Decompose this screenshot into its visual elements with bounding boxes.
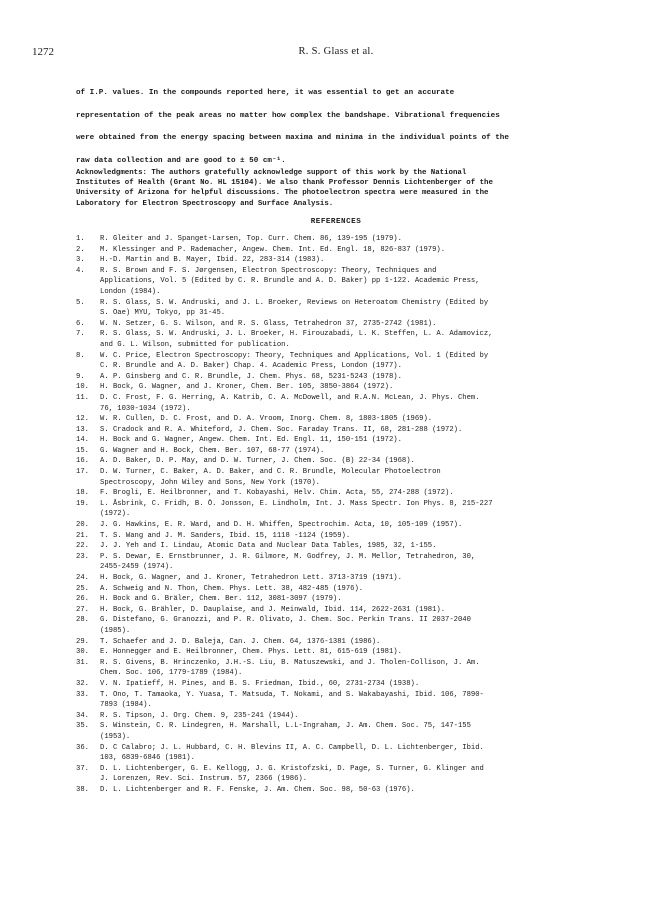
reference-text (100, 690, 636, 711)
reference-number: 9. (76, 372, 85, 381)
reference-line: L. Åsbrink, C. Fridh, B. Ö. Jonsson, E. Lindholm, Int. J. Mass Spectr. Ion Phys. 8, 215-227 (100, 499, 493, 508)
reference-number: 4. (76, 266, 85, 275)
reference-line: E. Honnegger and E. Heilbronner, Chem. Phys. Lett. 81, 615-619 (1981). (100, 648, 402, 657)
reference-line: T. S. Wang and J. M. Sanders, Ibid. 15, 1118 -1124 (1959). (100, 531, 351, 540)
running-head: R. S. Glass et al. (298, 46, 374, 57)
ack-line: Acknowledgments: The authors gratefully acknowledge support of this work by the National (76, 169, 467, 177)
reference-number: 23. (76, 552, 89, 561)
reference-text (100, 721, 636, 742)
reference-item (76, 743, 636, 764)
reference-text (100, 605, 636, 616)
page-header (0, 46, 672, 62)
reference-line: D. W. Turner, C. Baker, A. D. Baker, and C. R. Brundle, Molecular Photoelectron (100, 468, 441, 477)
reference-number: 2. (76, 245, 85, 254)
reference-text (100, 743, 636, 764)
intro-line: were obtained from the energy spacing between maxima and minima in the individual points of the (76, 134, 509, 142)
reference-item (76, 584, 636, 595)
reference-number: 30. (76, 648, 89, 657)
reference-item (76, 435, 636, 446)
reference-line: M. Klessinger and P. Rademacher, Angew. Chem. Int. Ed. Engl. 18, 826-837 (1979). (100, 245, 446, 254)
reference-text (100, 382, 636, 393)
reference-line: A. Schweig and N. Thon, Chem. Phys. Lett. 38, 482-485 (1976). (100, 584, 364, 593)
references-list (76, 234, 636, 795)
reference-line: R. S. Brown and F. S. Jørgensen, Electron Spectroscopy: Theory, Techniques and (100, 266, 437, 275)
reference-line: P. S. Dewar, E. Ernstbrunner, J. R. Gilmore, M. Godfrey, J. M. Mellor, Tetrahedron, 30, (100, 552, 476, 561)
reference-line: H. Bock, G. Wagner, and J. Kroner, Chem. Ber. 105, 3850-3864 (1972). (100, 383, 394, 392)
reference-item (76, 594, 636, 605)
reference-text (100, 266, 636, 298)
reference-line: C. R. Brundle and A. D. Baker) Chap. 4. Academic Press, London (1977). (100, 362, 402, 371)
reference-line: 2455-2459 (1974). (100, 563, 174, 572)
reference-number: 38. (76, 785, 89, 794)
reference-number: 31. (76, 658, 89, 667)
reference-number: 20. (76, 521, 89, 530)
reference-number: 22. (76, 542, 89, 551)
reference-item (76, 721, 636, 742)
reference-item (76, 393, 636, 414)
reference-text (100, 425, 636, 436)
reference-number: 18. (76, 489, 89, 498)
reference-item (76, 573, 636, 584)
reference-text (100, 573, 636, 584)
reference-text (100, 552, 636, 573)
reference-text (100, 584, 636, 595)
reference-line: D. L. Lichtenberger and R. F. Fenske, J. Am. Chem. Soc. 98, 50-63 (1976). (100, 785, 415, 794)
reference-item (76, 351, 636, 372)
reference-line: Applications, Vol. 5 (Edited by C. R. Brundle and A. D. Baker) pp 1-122. Academic Press, (100, 277, 480, 286)
reference-item (76, 605, 636, 616)
reference-item (76, 541, 636, 552)
reference-item (76, 425, 636, 436)
reference-item (76, 615, 636, 636)
reference-item (76, 679, 636, 690)
reference-item (76, 446, 636, 457)
reference-item (76, 658, 636, 679)
reference-line: D. C Calabro; J. L. Hubbard, C. H. Blevins II, A. C. Campbell, D. L. Lichtenberger, Ibid. (100, 743, 484, 752)
reference-item (76, 372, 636, 383)
reference-line: S. Winstein, C. R. Lindegren, H. Marshall, L.L-Ingraham, J. Am. Chem. Soc. 75, 147-155 (100, 722, 471, 731)
reference-number: 12. (76, 415, 89, 424)
reference-number: 15. (76, 446, 89, 455)
reference-number: 21. (76, 531, 89, 540)
reference-text (100, 298, 636, 319)
reference-number: 35. (76, 722, 89, 731)
reference-item (76, 499, 636, 520)
reference-text (100, 372, 636, 383)
reference-line: T. Schaefer and J. D. Baleja, Can. J. Chem. 64, 1376-1381 (1986). (100, 637, 381, 646)
reference-item (76, 711, 636, 722)
page-number: 1272 (32, 46, 54, 58)
reference-text (100, 446, 636, 457)
reference-line: 7893 (1984). (100, 701, 152, 710)
reference-text (100, 711, 636, 722)
reference-number: 27. (76, 605, 89, 614)
reference-text (100, 245, 636, 256)
acknowledgments-paragraph (76, 168, 616, 209)
reference-number: 33. (76, 690, 89, 699)
reference-text (100, 531, 636, 542)
reference-line: A. D. Baker, D. P. May, and D. W. Turner, J. Chem. Soc. (B) 22-34 (1968). (100, 457, 415, 466)
reference-item (76, 234, 636, 245)
reference-line: J. G. Hawkins, E. R. Ward, and D. H. Whiffen, Spectrochim. Acta, 10, 105-109 (1957). (100, 521, 463, 530)
reference-number: 11. (76, 393, 89, 402)
reference-number: 25. (76, 584, 89, 593)
reference-text (100, 319, 636, 330)
reference-line: (1953). (100, 732, 131, 741)
reference-line: W. N. Setzer, G. S. Wilson, and R. S. Glass, Tetrahedron 37, 2735-2742 (1981). (100, 319, 437, 328)
reference-line: R. Gleiter and J. Spanget-Larsen, Top. Curr. Chem. 86, 139-195 (1979). (100, 235, 402, 243)
reference-line: R. S. Glass, S. W. Andruski, J. L. Broeker, H. Firouzabadi, L. K. Steffen, L. A. Adamovicz, (100, 330, 493, 339)
reference-line: G. Wagner and H. Bock, Chem. Ber. 107, 68-77 (1974). (100, 446, 325, 455)
reference-number: 28. (76, 616, 89, 625)
intro-line: representation of the peak areas no matter how complex the bandshape. Vibrational frequencies (76, 111, 500, 120)
reference-line: 103, 6839-6846 (1981). (100, 754, 195, 763)
reference-text (100, 764, 636, 785)
reference-line: Chem. Soc. 106, 1779-1789 (1984). (100, 669, 243, 678)
reference-line: H. Bock, G. Wagner, and J. Kroner, Tetrahedron Lett. 3713-3719 (1971). (100, 574, 402, 582)
reference-line: W. C. Price, Electron Spectroscopy: Theory, Techniques and Applications, Vol. 1 (Edited by (100, 351, 489, 360)
reference-item (76, 488, 636, 499)
reference-number: 36. (76, 743, 89, 752)
reference-item (76, 637, 636, 648)
reference-line: London (1984). (100, 287, 161, 296)
reference-number: 5. (76, 298, 85, 307)
reference-item (76, 520, 636, 531)
reference-line: D. L. Lichtenberger, G. E. Kellogg, J. G. Kristofzski, D. Page, S. Turner, G. Klinger and (100, 764, 484, 773)
reference-number: 1. (76, 235, 85, 243)
reference-item (76, 382, 636, 393)
reference-line: S. Oae) MYU, Tokyo, pp 31-45. (100, 309, 226, 318)
reference-item (76, 690, 636, 711)
reference-text (100, 456, 636, 467)
reference-item (76, 266, 636, 298)
reference-text (100, 520, 636, 531)
references-heading: REFERENCES (310, 218, 362, 226)
ack-line: Institutes of Health (Grant No. HL 15104). We also thank Professor Dennis Lichtenberger of the (76, 179, 493, 188)
reference-item (76, 245, 636, 256)
reference-number: 3. (76, 256, 85, 265)
reference-number: 32. (76, 679, 89, 688)
reference-item (76, 414, 636, 425)
reference-line: T. Ono, T. Tamaoka, Y. Yuasa, T. Matsuda, T. Nokami, and S. Wakabayashi, Ibid. 106, 7890- (100, 690, 484, 699)
intro-line: raw data collection and are good to ± 50 cm⁻¹. (76, 156, 286, 165)
reference-line: A. P. Ginsberg and C. R. Brundle, J. Chem. Phys. 68, 5231-5243 (1978). (100, 372, 402, 381)
reference-line: R. S. Glass, S. W. Andruski, and J. L. Broeker, Reviews on Heteroatom Chemistry (Edited by (100, 298, 489, 307)
reference-text (100, 255, 636, 266)
reference-item (76, 647, 636, 658)
reference-text (100, 467, 636, 488)
reference-number: 29. (76, 637, 89, 646)
reference-item (76, 298, 636, 319)
reference-line: R. S. Givens, B. Hrinczenko, J.H.-S. Liu, B. Matuszewski, and J. Tholen-Collison, J. Am. (100, 658, 480, 667)
reference-line: W. R. Cullen, D. C. Frost, and D. A. Vroom, Inorg. Chem. 8, 1803-1805 (1969). (100, 415, 433, 424)
reference-text (100, 414, 636, 425)
reference-line: F. Brogli, E. Heilbronner, and T. Kobayashi, Helv. Chim. Acta, 55, 274-288 (1972). (100, 489, 454, 498)
reference-item (76, 255, 636, 266)
reference-item (76, 456, 636, 467)
reference-line: Spectroscopy, John Wiley and Sons, New York (1970). (100, 478, 320, 487)
reference-text (100, 679, 636, 690)
reference-number: 7. (76, 330, 85, 339)
reference-text (100, 647, 636, 658)
intro-line: of I.P. values. In the compounds reported here, it was essential to get an accurate (76, 89, 455, 97)
reference-item (76, 329, 636, 350)
reference-item (76, 764, 636, 785)
reference-number: 17. (76, 468, 89, 477)
reference-number: 24. (76, 574, 89, 582)
reference-text (100, 594, 636, 605)
reference-text (100, 435, 636, 446)
reference-text (100, 329, 636, 350)
reference-line: (1972). (100, 510, 131, 519)
reference-text (100, 658, 636, 679)
reference-line: S. Cradock and R. A. Whiteford, J. Chem. Soc. Faraday Trans. II, 68, 281-288 (1972). (100, 425, 463, 434)
reference-text (100, 785, 636, 796)
reference-number: 14. (76, 436, 89, 445)
reference-text (100, 499, 636, 520)
reference-number: 8. (76, 351, 85, 360)
ack-line: Laboratory for Electron Spectroscopy and Surface Analysis. (76, 199, 334, 208)
intro-paragraph (76, 82, 616, 172)
reference-line: V. N. Ipatieff, H. Pines, and B. S. Friedman, Ibid., 60, 2731-2734 (1938). (100, 679, 420, 688)
reference-text (100, 351, 636, 372)
reference-number: 10. (76, 383, 89, 392)
reference-text (100, 615, 636, 636)
reference-line: G. Distefano, G. Granozzi, and P. R. Olivato, J. Chem. Soc. Perkin Trans. II 2037-2040 (100, 616, 471, 625)
reference-item (76, 467, 636, 488)
reference-line: H. Bock and G. Bräler, Chem. Ber. 112, 3081-3097 (1979). (100, 595, 342, 604)
reference-line: R. S. Tipson, J. Org. Chem. 9, 235-241 (1944). (100, 711, 299, 720)
ack-line: University of Arizona for helpful discussions. The photoelectron spectra were measured in the (76, 189, 489, 198)
reference-number: 16. (76, 457, 89, 466)
reference-number: 13. (76, 425, 89, 434)
reference-item (76, 531, 636, 542)
reference-line: H. Bock, G. Brähler, D. Dauplaise, and J. Meinwald, Ibid. 114, 2622-2631 (1981). (100, 605, 446, 614)
reference-line: (1985). (100, 626, 131, 635)
reference-text (100, 488, 636, 499)
reference-line: and G. L. Wilson, submitted for publication. (100, 340, 290, 349)
reference-line: H.-D. Martin and B. Mayer, Ibid. 22, 283-314 (1983). (100, 256, 325, 265)
reference-text (100, 541, 636, 552)
reference-number: 19. (76, 499, 89, 508)
reference-number: 26. (76, 595, 89, 604)
reference-line: H. Bock and G. Wagner, Angew. Chem. Int. Ed. Engl. 11, 150-151 (1972). (100, 436, 402, 445)
reference-item (76, 319, 636, 330)
reference-item (76, 552, 636, 573)
reference-text (100, 393, 636, 414)
reference-line: J. J. Yeh and I. Lindau, Atomic Data and Nuclear Data Tables, 1985, 32, 1-155. (100, 542, 437, 551)
reference-text (100, 234, 636, 245)
reference-item (76, 785, 636, 796)
reference-line: J. Lorenzen, Rev. Sci. Instrum. 57, 2366 (1986). (100, 775, 308, 784)
reference-line: D. C. Frost, F. G. Herring, A. Katrib, C. A. McDowell, and R.A.N. McLean, J. Phys. Chem. (100, 393, 480, 402)
reference-number: 34. (76, 711, 89, 720)
reference-number: 6. (76, 319, 85, 328)
reference-number: 37. (76, 764, 89, 773)
reference-line: 76, 1030-1034 (1972). (100, 404, 191, 413)
reference-text (100, 637, 636, 648)
